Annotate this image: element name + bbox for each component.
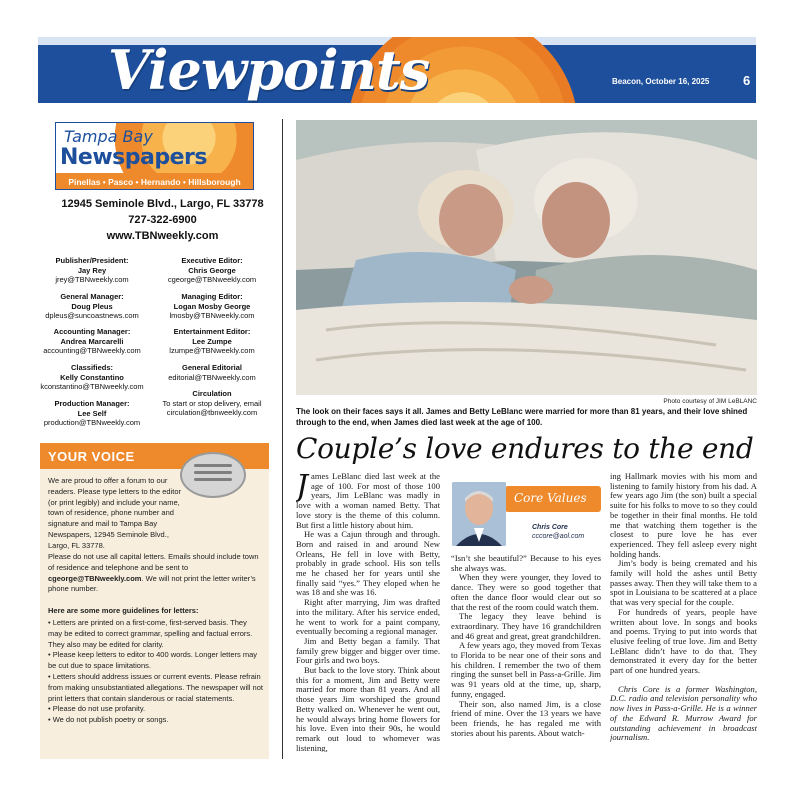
article-column-3 — [610, 472, 757, 752]
your-voice-title: YOUR VOICE — [48, 449, 135, 464]
paragraph: When they were younger, they loved to dance. They were so good together that often the dance floor would clear out so that the rest of the room could watch them. — [451, 572, 601, 612]
paragraph — [296, 472, 440, 530]
bubble-line — [194, 478, 232, 481]
staff-entry — [152, 327, 272, 356]
guideline-item: • Letters are printed on a first-come, first-served basis. They may be edited to correct grammar, spelling and factual errors. They also may be edited for clarity. — [48, 618, 253, 649]
staff-entry — [32, 256, 152, 285]
paragraph: Jim and Betty began a family. That family grew bigger and bigger over time. Four girls and two boys. — [296, 635, 440, 666]
column-author-email[interactable]: cccore@aol.com — [532, 533, 585, 540]
bubble-line — [194, 464, 232, 467]
staff-title: Circulation — [192, 389, 232, 398]
staff-email: cgeorge@TBNweekly.com — [167, 275, 257, 284]
staff-email: To start or stop delivery, email circulation@tbnweekly.com — [162, 398, 262, 417]
staff-title: General Editorial — [181, 363, 243, 372]
guidelines-list — [48, 618, 263, 726]
staff-entry — [32, 363, 152, 392]
guideline-item: • Letters should address issues or current events. Please refrain from making unsubstantiated allegations. The newspaper will not print letters that contain slanderous or racial statements. — [48, 671, 263, 703]
staff-email: production@TBNweekly.com — [43, 418, 141, 427]
staff-name: Lee Zumpe — [192, 336, 232, 346]
staff-email: dpleus@suncoastnews.com — [45, 311, 139, 320]
author-bio: Chris Core is a former Washington, D.C. radio and television personality who now lives in Pass-a-Grille. He is a winner of the Edward R. Murrow Award for outstanding achievement in broadcast journalism. — [610, 683, 757, 743]
staff-email: lzumpe@TBNweekly.com — [169, 346, 255, 355]
staff-entry — [152, 256, 272, 285]
caps-note: Please do not use all capital letters. Emails should include town of residence and telephone and be sent to — [48, 552, 259, 572]
staff-email: lmosby@TBNweekly.com — [169, 311, 255, 320]
photo-illustration — [296, 120, 757, 395]
column-badge-label: Core Values — [514, 491, 587, 505]
article-headline: Couple’s love endures to the end — [296, 432, 754, 465]
logo-line-1: Tampa Bay — [64, 127, 153, 146]
staff-title: Entertainment Editor: — [173, 327, 251, 336]
paragraph: Their son, also named Jim, is a close friend of mine. Over the 13 years we have been friends, he has regaled me with stories about his parents. About watch- — [451, 698, 601, 738]
column-author: Chris Core — [532, 524, 568, 531]
staff-title: Production Manager: — [54, 399, 130, 408]
paragraph: Jim’s body is being cremated and his family will hold the ashes until Betty passes away. Then they will take them to a spot in Louisiana to be scattered at a place that was very special for the couple. — [610, 558, 757, 608]
author-photo — [452, 482, 506, 546]
staff-email: jrey@TBNweekly.com — [55, 275, 129, 284]
staff-title: Managing Editor: — [181, 292, 243, 301]
couple-photo — [296, 120, 757, 395]
staff-name: Logan Mosby George — [173, 301, 251, 311]
masthead-address: 12945 Seminole Blvd., Largo, FL 33778 — [61, 198, 264, 210]
staff-name: Chris George — [188, 265, 236, 275]
staff-name: Andrea Marcarelli — [60, 336, 124, 346]
paragraph: For hundreds of years, people have written about love. In songs and books and poems. Trying to put into words that elusive feeling of true love. Jim and Betty LeBlanc didn’t have to do that. They demonstrated it every day for the better part of one hundred years. — [610, 606, 757, 676]
masthead-phone: 727-322-6900 — [128, 214, 197, 226]
staff-title: General Manager: — [60, 292, 124, 301]
staff-name: Lee Self — [77, 408, 107, 418]
staff-title: Classifieds: — [70, 363, 114, 372]
guideline-item: • Please do not use profanity. — [48, 704, 146, 714]
staff-name: Doug Pleus — [71, 301, 113, 311]
paragraph: The legacy they leave behind is extraordinary. They have 16 grandchildren and 46 great and great, great grandchildren. — [451, 611, 601, 641]
paragraph: “Isn’t she beautiful?” Because to his eyes she always was. — [451, 554, 601, 573]
speech-bubble-icon — [180, 452, 246, 498]
paragraph: But back to the love story. Think about this for a moment, Jim and Betty were married for more than 81 years. And all those years Jim worshiped the ground Betty walked on. Whenever he went out, he would always bring home flowers for his love. Even into their 90s, he would remark out loud to whomever was listening, — [296, 665, 440, 752]
guidelines-title: Here are some more guidelines for letters: — [48, 606, 199, 615]
staff-title: Executive Editor: — [181, 256, 243, 265]
column-divider — [282, 119, 283, 759]
staff-entry — [152, 363, 272, 382]
author-illustration — [452, 482, 506, 546]
photo-credit: Photo courtesy of JIM LeBLANC — [663, 398, 757, 405]
caps-note-end: . We will not print the letter writer’s phone number. — [48, 573, 256, 594]
logo-line-2: Newspapers — [60, 145, 207, 170]
article-column-1 — [296, 472, 440, 752]
paragraph: Right after marrying, Jim was drafted into the military. After his service ended, he went to work for a paint company, eventually becoming a regional manager. — [296, 597, 440, 637]
page-number: 6 — [743, 73, 751, 88]
staff-title: Accounting Manager: — [53, 327, 131, 336]
paragraph: ing Hallmark movies with his mom and listening to family history from his dad. A few years ago Jim (the son) built a special suite for his folks to move to so they could be together in their final months. He told me that watching them together is the closest to pure love he has ever experienced. They fell asleep every night holding hands. — [610, 472, 757, 559]
intro-text: We are proud to offer a forum to our readers. Please type letters to the editor (or print legibly) and include your name, town of residence, phone number and signature and mail to Tampa Bay Newspapers, 12945 Seminole Blvd., Largo, FL 33778. — [48, 476, 181, 550]
guideline-item: • We do not publish poetry or songs. — [48, 715, 169, 725]
masthead-website: www.TBNweekly.com — [106, 230, 219, 242]
your-voice-intro — [48, 476, 183, 552]
staff-name: Jay Rey — [77, 265, 107, 275]
article-column-2 — [451, 554, 601, 754]
bubble-line — [194, 471, 232, 474]
logo-line-3: Pinellas • Pasco • Hernando • Hillsborough — [68, 177, 241, 187]
photo-caption: The look on their faces says it all. James and Betty LeBlanc were married for more than 81 years, and their love shined through to the end, when James died last week at the age of 100. — [296, 407, 748, 427]
staff-email: kconstantino@TBNweekly.com — [40, 382, 144, 391]
staff-entry — [152, 389, 272, 418]
staff-name: Kelly Constantino — [60, 372, 124, 382]
paragraph: He was a Cajun through and through. Born and raised in and around New Orleans, He fell in love with Betty, probably in grade school. His son tells me he chased her for years until she finally said “yes.” They eloped when he was 18 and she was 16. — [296, 529, 440, 598]
staff-entry — [32, 327, 152, 356]
staff-entry — [32, 399, 152, 428]
guideline-item: • Please keep letters to editor to 400 words. Longer letters may be cut due to space limitations. — [48, 650, 257, 671]
newspaper-logo — [55, 122, 254, 190]
letters-email[interactable]: cgeorge@TBNweekly.com — [48, 573, 142, 583]
paragraph: A few years ago, they moved from Texas to Florida to be near one of their sons and his children. I remember the two of them ringing the sunset bell in Pass-a-Grille. Jim was 91 years old at the time, up, sharp, funny, engaged. — [451, 640, 601, 699]
section-title: Viewpoints — [108, 38, 430, 102]
staff-entry — [32, 292, 152, 321]
staff-email: accounting@TBNweekly.com — [43, 346, 141, 355]
staff-entry — [152, 292, 272, 321]
your-voice-caps-note — [48, 552, 263, 595]
paragraph-text: ames LeBlanc died last week at the age of 100. For most of those 100 years, Jim LeBlanc was madly in love with a woman named Betty. That love story is the theme of this column. But first a little history about him. — [296, 472, 440, 530]
issue-date: Beacon, October 16, 2025 — [612, 77, 710, 86]
staff-email: editorial@TBNweekly.com — [168, 372, 256, 382]
staff-title: Publisher/President: — [55, 256, 129, 265]
drop-cap: J — [296, 472, 309, 504]
